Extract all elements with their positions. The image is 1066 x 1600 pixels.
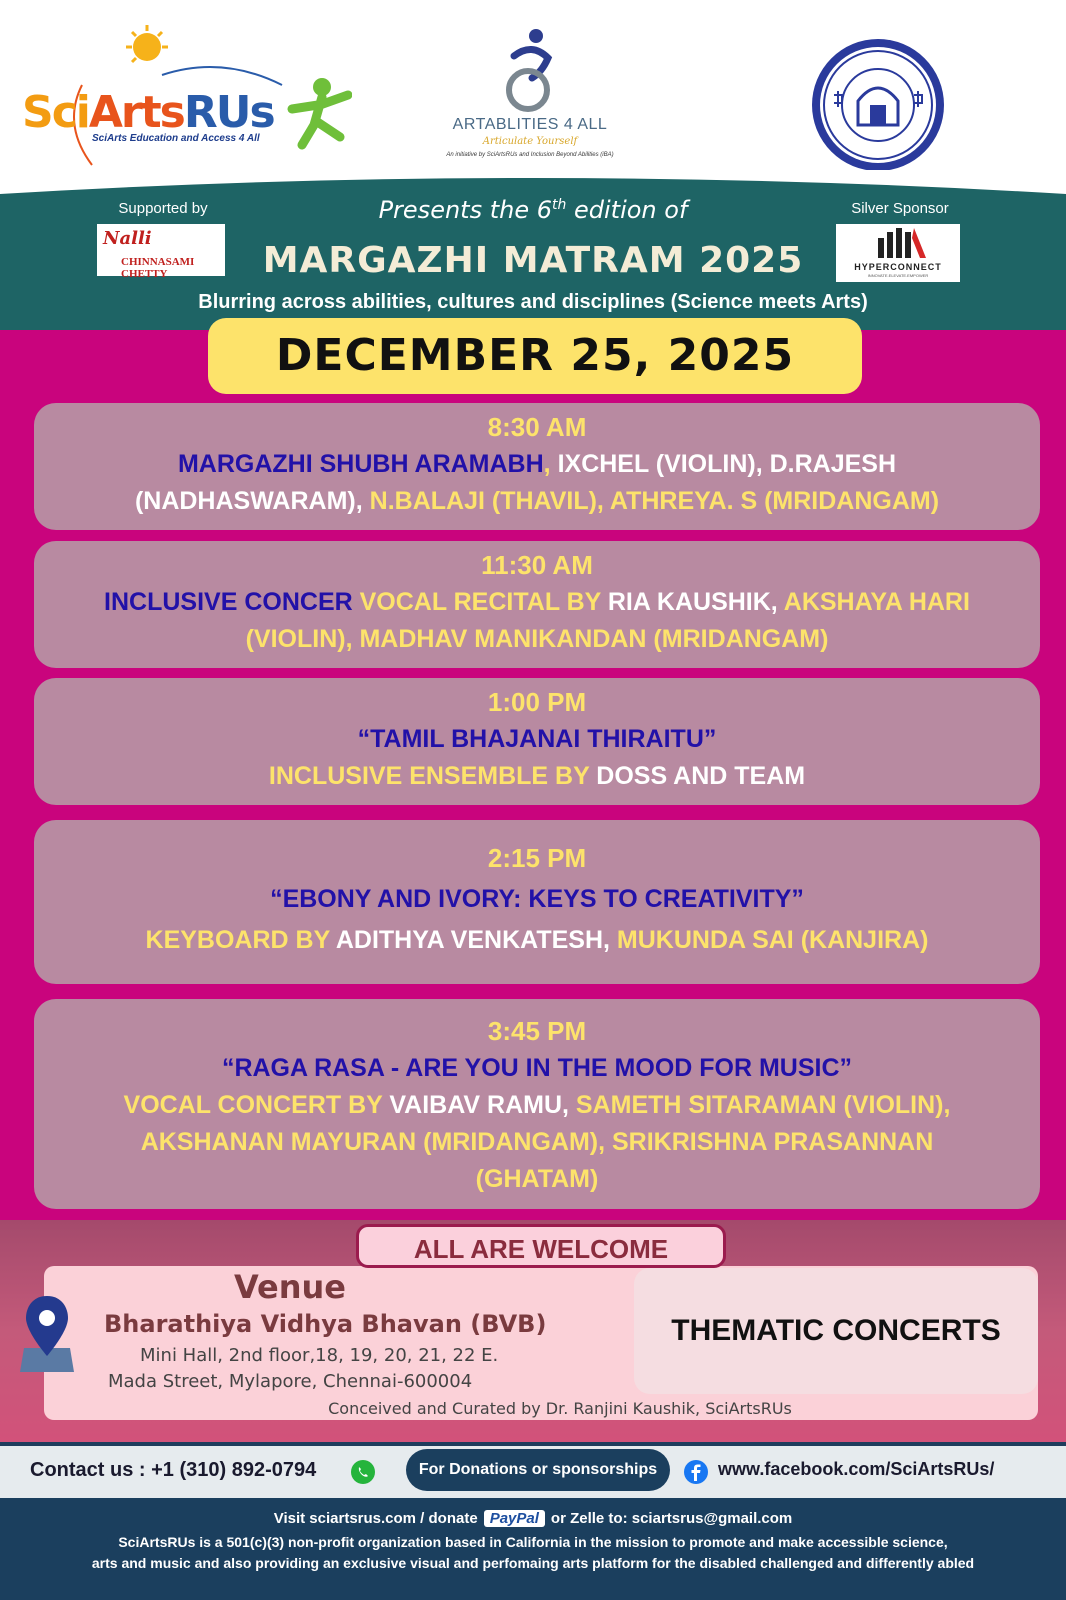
schedule-text: N.BALAJI (THAVIL), ATHREYA. S (MRIDANGAM) [369,487,940,515]
nalli-script: Nalli [103,228,152,249]
schedule-card-2 [34,541,1040,668]
supported-by-label: Supported by [118,200,208,217]
schedule-highlight: INCLUSIVE CONCER [104,588,353,616]
schedule-time: 3:45 PM [487,1016,587,1046]
sciartsrus-wordmark: SciArtsRUs [22,87,274,138]
facebook-icon [683,1459,709,1485]
schedule-card-4 [34,820,1040,984]
event-tagline: Blurring across abilities, cultures and disciplines (Science meets Arts) [198,291,868,313]
venue-address-line1: Mini Hall, 2nd floor,18, 19, 20, 21, 22 E. [140,1345,499,1366]
schedule-text: IXCHEL (VIOLIN), D.RAJESH [550,450,897,478]
schedule-text: RIA KAUSHIK, [607,588,778,616]
npo-statement-line2: arts and music and also providing an exclusive visual and perfomaing arts platform for the disabled challenged and differently abled [91,1555,975,1571]
schedule-highlight: “RAGA RASA - ARE YOU IN THE MOOD FOR MUSIC” [221,1054,853,1082]
hyperconnect-bars-icon [836,224,960,262]
nalli-logo [97,224,225,280]
schedule-time: 1:00 PM [487,687,587,717]
bvb-emblem-icon [808,35,948,175]
schedule-card-5 [34,999,1040,1209]
zelle-text: or Zelle to: sciartsrus@gmail.com [550,1510,793,1527]
schedule-highlight: “TAMIL BHAJANAI THIRAITU” [357,725,717,753]
artabilities-name: ARTABLITIES 4 ALL [452,116,608,133]
schedule-text: MUKUNDA SAI (KANJIRA) [609,926,929,954]
venue-name: Bharathiya Vidhya Bhavan (BVB) [104,1310,547,1338]
location-pin-icon [20,1292,74,1376]
schedule-highlight: “EBONY AND IVORY: KEYS TO CREATIVITY” [270,885,804,913]
event-date: DECEMBER 25, 2025 [208,318,862,394]
hyperconnect-sub: INNOVATE.ELEVATE.EMPOWER [867,273,929,278]
whatsapp-icon [350,1459,376,1485]
facebook-link[interactable]: www.facebook.com/SciArtsRUs/ [718,1459,995,1479]
donations-button[interactable]: For Donations or sponsorships [406,1449,670,1491]
event-title: MARGAZHI MATRAM 2025 [262,240,804,281]
artabilities-figure-icon [420,28,640,116]
schedule-text: ADITHYA VENKATESH, [335,926,610,954]
venue-address-line2: Mada Street, Mylapore, Chennai-600004 [108,1371,473,1392]
schedule-text: VOCAL RECITAL BY [352,588,608,616]
curated-by: Conceived and Curated by Dr. Ranjini Kaushik, SciArtsRUs [328,1399,792,1418]
schedule-text: SAMETH SITARAMAN (VIOLIN), [568,1091,951,1119]
sciartsrus-tagline: SciArts Education and Access 4 All [92,133,260,144]
schedule-text: KEYBOARD BY [145,926,336,954]
hyperconnect-name: HYPERCONNECT [854,262,942,272]
artabilities-logo [420,28,640,168]
schedule-highlight: MARGAZHI SHUBH ARAMABH [177,450,544,478]
schedule-time: 2:15 PM [487,843,587,873]
schedule-text: VAIBAV RAMU, [389,1091,569,1119]
schedule-text: VOCAL CONCERT BY [123,1091,390,1119]
contact-phone: Contact us : +1 (310) 892-0794 [30,1459,317,1481]
visit-text: Visit sciartsrus.com / donate [273,1510,478,1527]
schedule-time: 11:30 AM [481,550,593,580]
schedule-text: AKSHAYA HARI [777,588,970,616]
schedule-text: INCLUSIVE ENSEMBLE BY [268,762,597,790]
npo-statement-line1: SciArtsRUs is a 501(c)(3) non-profit organization based in California in the mission to promote and make accessible science, [118,1534,948,1550]
all-are-welcome-badge: ALL ARE WELCOME [356,1224,726,1268]
visit-donate-line [0,1510,1066,1527]
silver-sponsor-label: Silver Sponsor [851,200,949,217]
schedule-text: AKSHANAN MAYURAN (MRIDANGAM), SRIKRISHNA PRASANNAN [140,1128,934,1156]
schedule-card-1 [34,403,1040,530]
hyperconnect-logo [836,224,960,282]
schedule-text: (GHATAM) [475,1165,599,1193]
schedule-text: (NADHASWARAM), [134,487,370,515]
sciartsrus-logo [22,25,352,175]
venue-heading: Venue [234,1268,346,1306]
schedule-time: 8:30 AM [487,412,587,442]
schedule-text: , [543,450,551,478]
thematic-concerts-label: THEMATIC CONCERTS [634,1268,1038,1394]
schedule-text: DOSS AND TEAM [596,762,806,790]
schedule-card-3 [34,678,1040,805]
presents-text: Presents the 6th edition of [378,196,688,224]
paypal-logo: PayPal [484,1510,545,1527]
artabilities-tagline: Articulate Yourself [482,136,578,147]
nalli-name: CHINNASAMI CHETTY [121,256,195,280]
schedule-text: (VIOLIN), MADHAV MANIKANDAN (MRIDANGAM) [245,625,829,653]
artabilities-subline: An initiative by SciArtsRUs and Inclusion Beyond Abilities (iBA) [446,152,614,158]
